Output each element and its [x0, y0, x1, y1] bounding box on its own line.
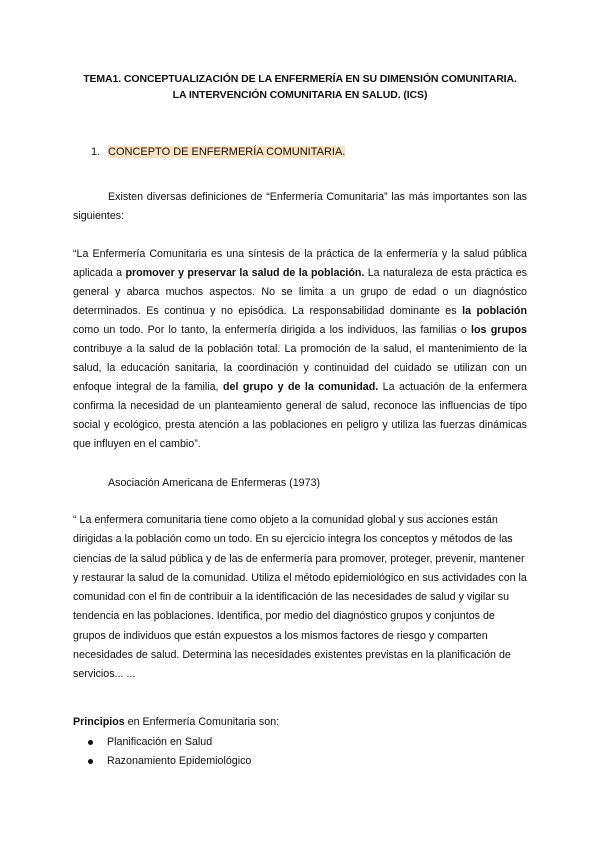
list-item-label: Planificación en Salud	[107, 736, 213, 748]
principles-bold: Principios	[73, 716, 125, 728]
quote-paragraph-1	[73, 245, 527, 454]
quote1-text-1: “La Enfermería Comunitaria es una síntesis de la práctica de la enfermería y la salud pública aplicada a	[73, 248, 527, 279]
quote1-text-5: La actuación de la enfermera confirma la necesidad de un planteamiento general de salud, reconoce las influencias de tipo social y ecológico, presta atención a las poblaciones en peligro y utiliza las fuerzas dinámicas que influyen en el cambio”.	[73, 381, 527, 450]
principles-heading	[73, 714, 279, 730]
quote1-text-4: contribuye a la salud de la población total. La promoción de la salud, el mantenimiento de la salud, la educación sanitaria, la coordinación y continuidad del cuidado se utilizan con un enfoque integral de la familia,	[73, 343, 527, 393]
section-number: 1.	[91, 146, 101, 158]
quote-paragraph-2: “ La enfermera comunitaria tiene como objeto a la comunidad global y sus acciones están dirigidas a la población como un todo. En su ejercicio integra los conceptos y métodos de las ciencias de la salud pública y de las de enfermería para promover, proteger, prevenir, mantener y restaurar la salud de la comunidad. Utiliza el método epidemiológico en sus actividades con la comunidad con el fin de contribuir a la identificación de las necesidades de salud y vigilar su tendencia en las poblaciones. Identifica, por medio del diagnóstico grupos y conjuntos de grupos de individuos que están expuestos a los mismos factores de riesgo y comparten necesidades de salud. Determina las necesidades existentes previstas en la planificación de servicios... ...	[73, 514, 527, 681]
quote1-bold-4: del grupo y de la comunidad.	[222, 381, 379, 393]
section-label: CONCEPTO DE ENFERMERÍA COMUNITARIA.	[108, 146, 346, 158]
section-heading	[91, 144, 345, 160]
list-item-label: Razonamiento Epidemiológico	[107, 755, 252, 767]
document-title: TEMA1. CONCEPTUALIZACIÓN DE LA ENFERMERÍA EN SU DIMENSIÓN COMUNITARIA. LA INTERVENCIÓN COMUNITARIA EN SALUD. (ICS)	[83, 73, 517, 101]
quote1-bold-1: promover y preservar la salud de la población.	[125, 267, 365, 279]
principles-list	[88, 733, 251, 771]
intro-paragraph: Existen diversas definiciones de “Enfermería Comunitaria” las más importantes son las siguientes:	[73, 191, 527, 222]
quote1-text-3: como un todo. Por lo tanto, la enfermería dirigida a los individuos, las familias o	[73, 324, 472, 336]
attribution: Asociación Americana de Enfermeras (1973)	[108, 477, 321, 489]
bullet-icon	[88, 759, 93, 764]
list-item	[88, 733, 251, 752]
quote1-bold-3: los grupos	[471, 324, 527, 336]
principles-rest: en Enfermería Comunitaria son:	[124, 716, 280, 728]
list-item	[88, 752, 251, 771]
quote1-bold-2: la población	[462, 305, 527, 317]
quote1-text-2: La naturaleza de esta práctica es general y abarca muchos aspectos. No se limita a un grupo de edad o un diagnóstico determinados. Es continua y no episódica. La responsabilidad dominante es	[73, 267, 527, 317]
bullet-icon	[88, 740, 93, 745]
